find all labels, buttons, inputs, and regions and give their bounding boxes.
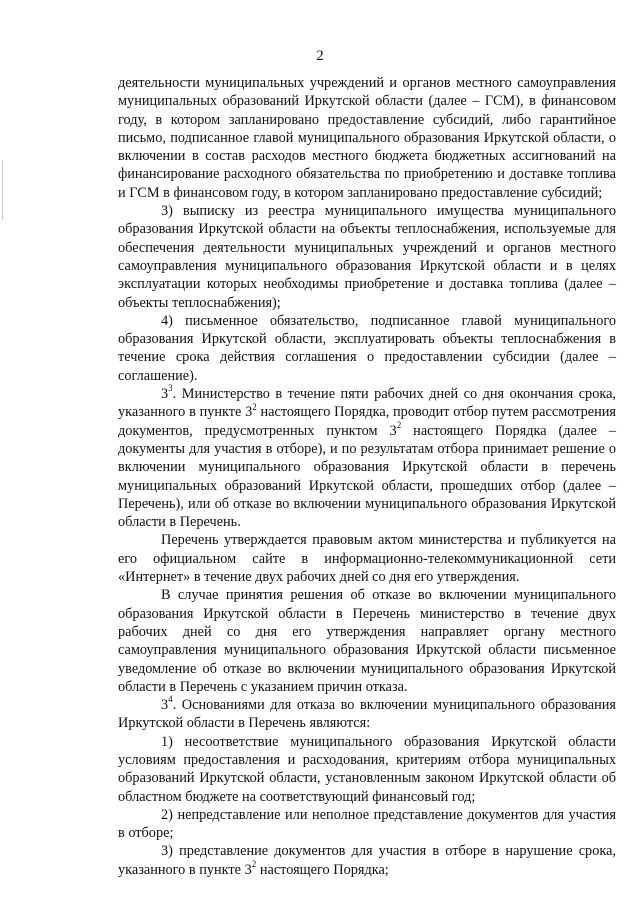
document-body <box>118 74 616 879</box>
text-segment: 4) письменное обязательство, подписанное главой муниципального образования Иркутской области, эксплуатировать объекты теплоснабжения в течение срока действия соглашения о предоставлении субсидии (далее – соглашение). <box>118 312 616 384</box>
paragraph-continued <box>118 74 616 202</box>
page-number: 2 <box>316 48 324 64</box>
paragraph-refusal-notice <box>118 586 616 696</box>
superscript-number: 2 <box>252 401 257 412</box>
text-segment: 3) выписку из реестра муниципального имущества муниципального образования Иркутской области на объекты теплоснабжения, используемые для обеспечения деятельности муниципальных учреждений и органов местного самоуправления муниципального образования Иркутской области и в целях эксплуатации которых необходимы приобретение и доставка топлива (далее – объекты теплоснабжения); <box>118 203 616 311</box>
text-segment: 2) непредставление или неполное представление документов для участия в отборе; <box>118 806 616 842</box>
text-segment: 3 <box>161 386 169 403</box>
paragraph-item-3 <box>118 202 616 312</box>
text-segment: В случае принятия решения об отказе во включении муниципального образования Иркутской области в Перечень министерство в течение двух рабочих дней со дня его утверждения направляет органу местного самоуправления муниципального образования Иркутской области письменное уведомление об отказе во включении муниципального образования Иркутской области в Перечень с указанием причин отказа. <box>118 587 616 695</box>
paragraph-reason-2 <box>118 806 616 843</box>
paragraph-reason-3 <box>118 842 616 879</box>
text-segment: 1) несоответствие муниципального образования Иркутской области условиям предоставления и расходования, критериям отбора муниципальных образований Иркутской области, установленным законом Иркутской области об областном бюджете на соответствующий финансовый год; <box>118 733 616 805</box>
text-segment: 3 <box>161 697 169 714</box>
paragraph-item-4 <box>118 312 616 385</box>
scan-edge-mark <box>2 160 3 220</box>
text-segment: настоящего Порядка; <box>256 861 389 878</box>
superscript-number: 4 <box>168 694 173 705</box>
superscript-number: 3 <box>168 383 173 394</box>
paragraph-list-approval <box>118 531 616 586</box>
text-segment: . Основаниями для отказа во включении муниципального образования Иркутской области в Перечень являются: <box>118 697 616 732</box>
text-segment: деятельности муниципальных учреждений и органов местного самоуправления муниципальных образований Иркутской области (далее – ГСМ), в финансовом году, в котором запланировано предоставление субсидий, либо гарантийное письмо, подписанное главой муниципального образования Иркутской области, о включении в состав расходов местного бюджета бюджетных ассигнований на финансирование расходного обязательства по приобретению и доставке топлива и ГСМ в финансовом году, в котором запланировано предоставление субсидий; <box>118 75 616 201</box>
paragraph-clause-3-3 <box>118 385 616 531</box>
superscript-number: 2 <box>251 859 257 869</box>
text-segment: настоящего Порядка, проводит отбор путем рассмотрения документов, предусмотренных пунктом 3 <box>118 404 616 439</box>
superscript-number: 2 <box>396 419 402 430</box>
paragraph-clause-3-4 <box>118 696 616 733</box>
paragraph-reason-1 <box>118 733 616 806</box>
text-segment: . Министерство в течение пяти рабочих дней со дня окончания срока, указанного в пункте 3 <box>118 386 616 421</box>
text-segment: 3) представление документов для участия в отборе в нарушение срока, указанного в пункте 3 <box>118 843 616 878</box>
text-segment: Перечень утверждается правовым актом министерства и публикуется на его официальном сайте в информационно-телекоммуникационной сети «Интернет» в течение двух рабочих дней со дня его утверждения. <box>118 532 616 586</box>
text-segment: настоящего Порядка (далее – документы для участия в отборе), и по результатам отбора принимает решение о включении муниципального образования Иркутской области в перечень муниципальных образований Иркутской области, прошедших отбор (далее – Перечень), или об отказе во включении муниципального образования Иркутской области в Перечень. <box>118 422 616 531</box>
